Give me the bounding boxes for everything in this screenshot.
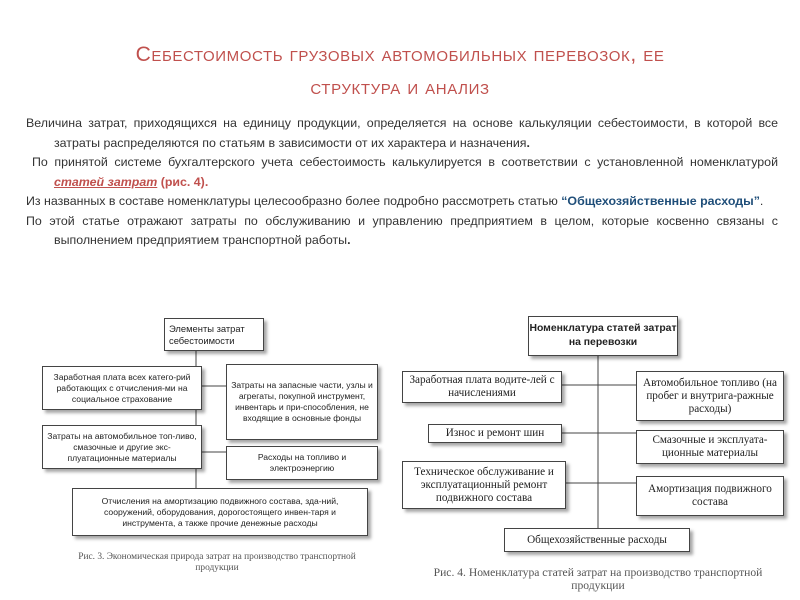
d1-box-spare-parts: Затраты на запасные части, узлы и агрегаты, покупной инструмент, инвентарь и при-способления, не входящие в основные фонды: [226, 364, 378, 440]
slide-title-line-2: структура и анализ: [310, 76, 490, 99]
d2-box-maintenance: Техническое обслуживание и эксплуатационный ремонт подвижного состава: [402, 461, 566, 509]
d2-box-driver-wages: Заработная плата водите-лей с начислениями: [402, 371, 562, 403]
link-cost-items[interactable]: статей затрат: [54, 174, 158, 189]
slide-title-line-1: Себестоимость грузовых автомобильных перевозок, ее: [135, 43, 665, 66]
link-general-expenses[interactable]: “Общехозяйственные расходы”: [561, 194, 760, 208]
d1-box-energy: Расходы на топливо и электроэнергию: [226, 446, 378, 480]
paragraph-2-text: По принятой системе бухгалтерского учета себестоимость калькулируется в соответствии с установленной номенклатурой: [32, 155, 778, 169]
d2-box-depreciation: Амортизация подвижного состава: [636, 476, 784, 516]
d1-box-wages: Заработная плата всех катего-рий работающих с отчисления-ми на социальное страхование: [42, 366, 202, 410]
paragraph-3-text: Из названных в составе номенклатуры целесообразно более подробно рассмотреть статью: [26, 194, 562, 208]
paragraph-1-end: .: [526, 135, 530, 150]
d2-box-lubricants: Смазочные и эксплуата-ционные материалы: [636, 430, 784, 464]
d1-header-box: Элементы затрат себестоимости: [164, 318, 264, 351]
paragraph-4-end: .: [347, 233, 351, 247]
d2-caption: Рис. 4. Номенклатура статей затрат на производство транспортной продукции: [433, 566, 763, 592]
d1-box-fuel: Затраты на автомобильное топ-ливо, смазочные и другие экс-плуатационные материалы: [42, 425, 202, 469]
d1-caption: Рис. 3. Экономическая природа затрат на производство транспортной продукции: [78, 552, 356, 573]
paragraph-4-text: По этой статье отражают затраты по обслуживанию и управлению предприятием в целом, которые косвенно связаны с выполнением предприятием транспортной работы: [26, 213, 778, 247]
d2-header-box: Номенклатура статей затрат на перевозки: [528, 316, 678, 356]
paragraph-3-end: .: [759, 194, 764, 208]
paragraph-2-ref: (рис. 4).: [157, 174, 209, 189]
paragraph-1-text: Величина затрат, приходящихся на единицу продукции, определяется на основе калькуляции себестоимости, в которой все затраты распределяются по статьям в зависимости от их характера и назначения: [26, 116, 778, 150]
d2-box-auto-fuel: Автомобильное топливо (на пробег и внутрига-ражные расходы): [636, 371, 784, 421]
d2-box-general-expenses: Общехозяйственные расходы: [504, 528, 690, 552]
d1-box-amortization: Отчисления на амортизацию подвижного состава, зда-ний, сооружений, оборудования, дорогостоящего инвен-таря и инструмента, а также прочие денежные расходы: [72, 488, 368, 536]
d2-box-tire-wear: Износ и ремонт шин: [428, 424, 562, 443]
